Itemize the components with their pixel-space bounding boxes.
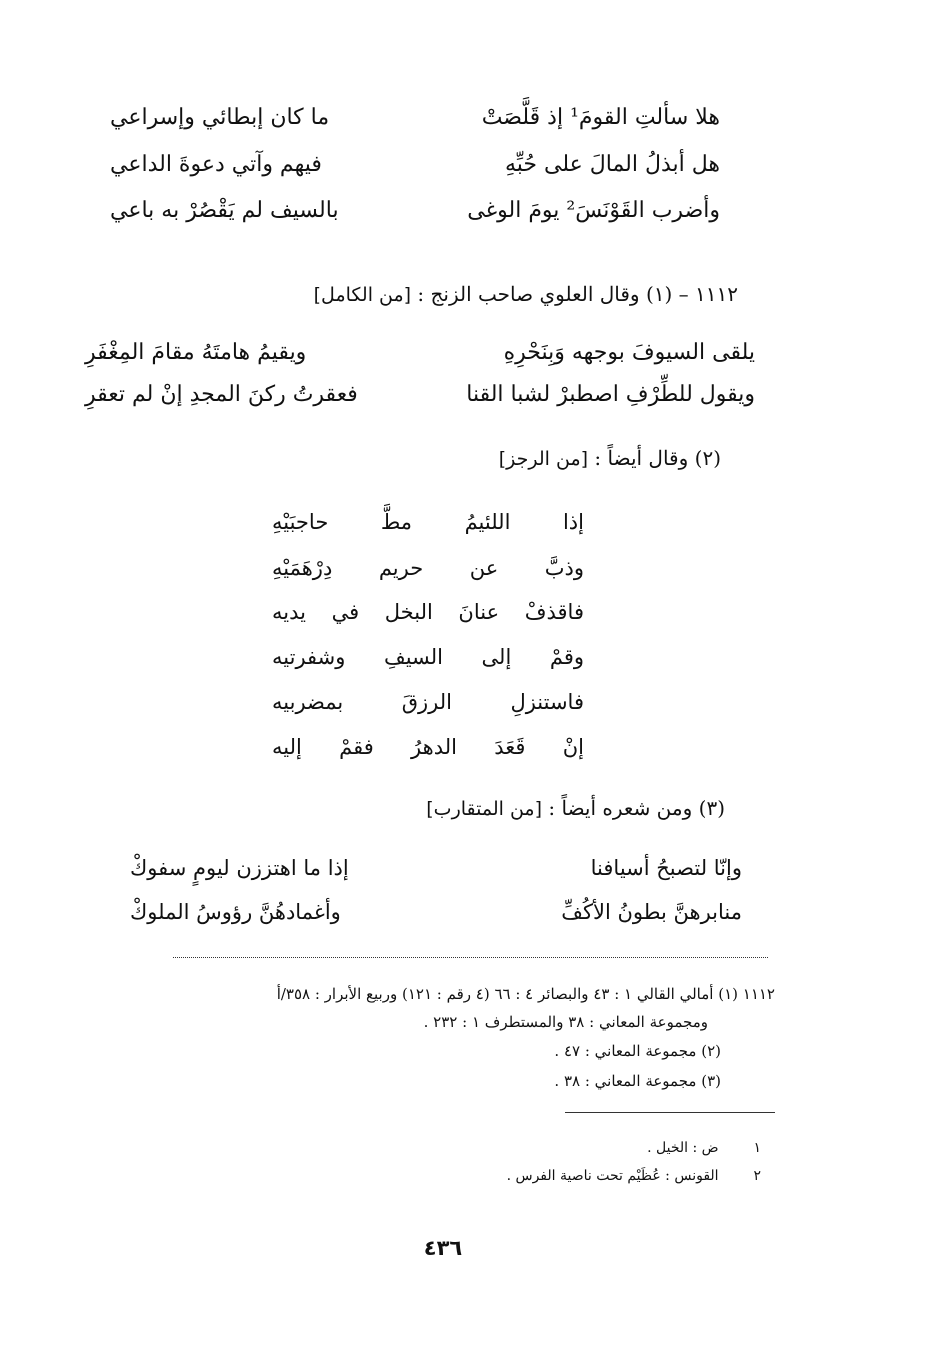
section-3-heading [426,796,725,820]
hemistich-second: إذا ما اهتززن ليومٍ سفوكْ [130,856,349,880]
note-number: ٢ [753,1168,761,1184]
word: يديه [272,600,307,624]
word: اللئيمُ [464,510,511,534]
meter-label: [من الرجز] [498,448,589,470]
hemistich-second: فيهم وآتي دعوةَ الداعي [110,152,322,177]
meter-label: [من الكامل] [313,284,412,306]
word: وشفرتيه [272,645,346,669]
heading-text: ١١١٢ – (١) وقال العلوي صاحب الزنج : [417,282,738,306]
note-text: القونس : عُظَيْم تحت ناصية الفرس . [506,1168,719,1184]
hemistich-second: فعقرتُ ركنَ المجدِ إنْ لم تعقرِ [85,382,358,407]
reference-line-1: ١١١٢ (١) أمالي القالي ١ : ٤٣ والبصائر ٤ : ٦٦ (٤ رقم : ١٢١) وربيع الأبرار : ٣٥٨/أ [276,985,775,1003]
word: حريم [378,556,424,580]
hemistich-first: هلا سألتِ القومَ¹ إذ قَلَّصَتْ [481,105,720,130]
note-text: ض : الخيل . [647,1140,719,1156]
rajaz-line-5 [272,690,584,714]
rajaz-line-1 [272,510,584,534]
word: البخل [384,600,433,624]
heading-text: (٣) ومن شعره أيضاً : [548,796,725,820]
rajaz-line-3 [272,600,584,624]
word: وقمْ [549,645,584,669]
word: قَعَدَ [494,735,526,759]
word: فاستنزلِ [510,690,584,714]
page-number: ٤٣٦ [423,1236,463,1260]
reference-line-3: (٢) مجموعة المعاني : ٤٧ . [554,1042,721,1060]
hemistich-first: وإنّا لتصبحُ أسيافنا [590,856,742,880]
verse-1112-1 [85,340,755,365]
word: الرزقَ [401,690,452,714]
hemistich-first: منابرهنَّ بطونُ الأكُفِّ [561,900,742,924]
notes-divider [565,1112,775,1113]
hemistich-first: يلقى السيوفَ بوجهه وَبِنَحْرِهِ [503,340,755,365]
word: إذا [562,510,584,534]
hemistich-second: بالسيف لم يَقْصُرْ به باعي [110,198,339,223]
meter-label: [من المتقارب] [426,798,543,820]
dotted-divider [173,957,768,958]
rajaz-line-6 [272,735,584,759]
section-1112-heading [314,282,738,306]
word: دِرْهَمَيْهِ [272,556,333,580]
heading-text: (٢) وقال أيضاً : [594,446,721,470]
rajaz-line-2 [272,556,584,580]
hemistich-second: وأغمادهُنَّ رؤوسُ الملوكْ [130,900,341,924]
word: إليه [272,735,302,759]
verse-top-2 [110,152,720,177]
verse-top-3 [110,198,720,223]
word: إلى [481,645,512,669]
hemistich-second: ما كان إبطائي وإسراعي [110,105,330,130]
hemistich-second: ويقيمُ هامتَهُ مقامَ المِغْفَرِ [85,340,307,365]
word: فقمْ [339,735,374,759]
word: الدهرُ [411,735,457,759]
word: عنانَ [458,600,500,624]
word: السيفِ [383,645,443,669]
hemistich-first: ويقول للطِّرْفِ اصطبرْ لشبا القنا [466,382,755,407]
rajaz-line-4 [272,645,584,669]
reference-line-2: ومجموعة المعاني : ٣٨ والمستطرف ١ : ٢٣٢ . [423,1013,708,1031]
verse-3-2 [130,900,742,924]
reference-line-4: (٣) مجموعة المعاني : ٣٨ . [554,1072,721,1090]
word: بمضربيه [272,690,344,714]
verse-top-1 [110,105,720,130]
section-2-heading [499,446,721,470]
word: فاقذفْ [524,600,584,624]
note-2 [507,1168,761,1184]
note-1 [647,1140,761,1156]
note-number: ١ [753,1140,761,1156]
hemistich-first: وأضرب القَوْنَسَ² يومَ الوغى [467,198,720,223]
verse-3-1 [130,856,742,880]
word: في [331,600,360,624]
word: مطَّ [380,510,413,534]
word: إنْ [562,735,584,759]
word: عن [469,556,499,580]
hemistich-first: هل أبذلُ المالَ على حُبِّهِ [504,152,720,177]
word: وذبَّ [544,556,584,580]
word: حاجبَيْهِ [272,510,329,534]
verse-1112-2 [85,382,755,407]
